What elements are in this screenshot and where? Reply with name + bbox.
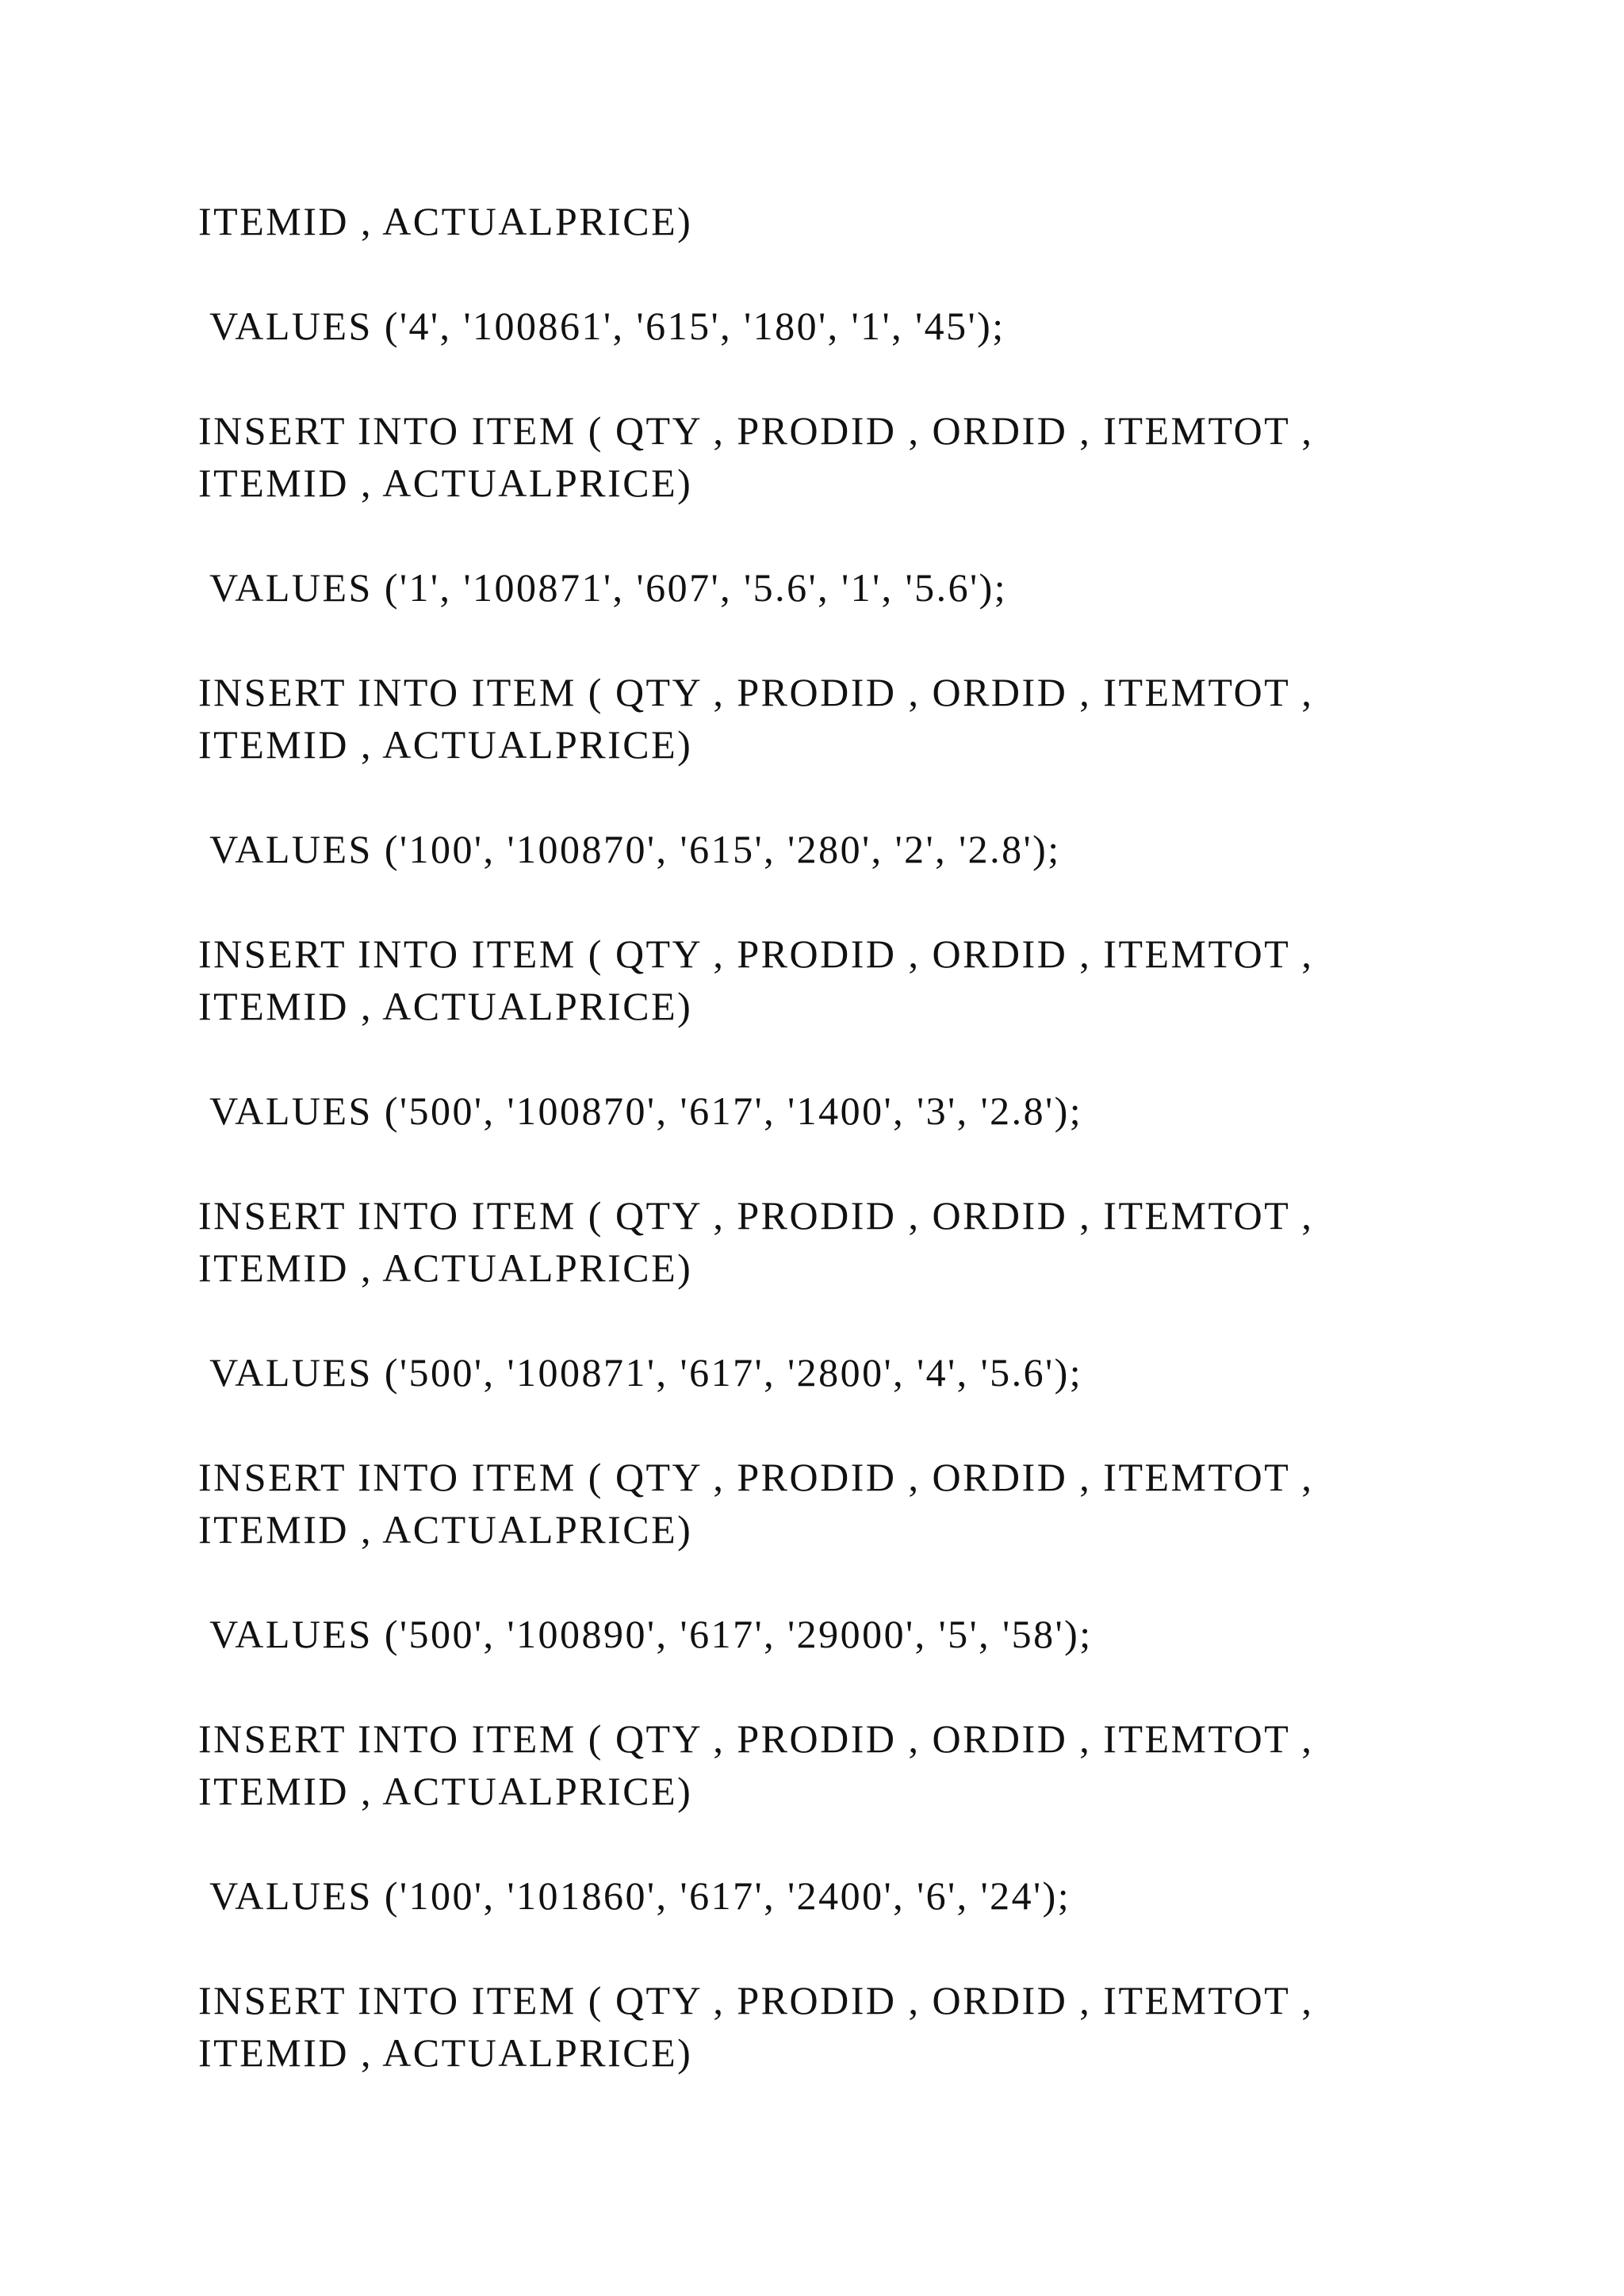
blank-line — [198, 1032, 1483, 1085]
blank-line — [198, 1399, 1483, 1451]
blank-line — [198, 509, 1483, 561]
blank-line — [198, 1660, 1483, 1712]
blank-line — [198, 352, 1483, 404]
text-line: ITEMID , ACTUALPRICE) — [198, 461, 693, 505]
blank-line — [198, 1922, 1483, 1974]
blank-line — [198, 247, 1483, 300]
text-line: VALUES ('100', '101860', '617', '2400', '6', '24'); — [198, 1873, 1071, 1918]
text-line: ITEMID , ACTUALPRICE) — [198, 984, 693, 1028]
text-line: INSERT INTO ITEM ( QTY , PRODID , ORDID , ITEMTOT , — [198, 1455, 1314, 1499]
text-line: ITEMID , ACTUALPRICE) — [198, 1769, 693, 1813]
blank-line — [198, 771, 1483, 823]
text-line: INSERT INTO ITEM ( QTY , PRODID , ORDID , ITEMTOT , — [198, 932, 1314, 976]
text-line: VALUES ('100', '100870', '615', '280', '2', '2.8'); — [198, 827, 1061, 871]
text-line: INSERT INTO ITEM ( QTY , PRODID , ORDID , ITEMTOT , — [198, 1978, 1314, 2022]
blank-line — [198, 1137, 1483, 1189]
text-line: INSERT INTO ITEM ( QTY , PRODID , ORDID , ITEMTOT , — [198, 670, 1314, 714]
text-line: VALUES ('500', '100890', '617', '29000', '5', '58'); — [198, 1612, 1093, 1656]
blank-line — [198, 1817, 1483, 1869]
text-line: ITEMID , ACTUALPRICE) — [198, 1246, 693, 1290]
text-line: VALUES ('500', '100871', '617', '2800', '4', '5.6'); — [198, 1350, 1083, 1395]
text-line: ITEMID , ACTUALPRICE) — [198, 1507, 693, 1552]
blank-line — [198, 875, 1483, 928]
text-line: ITEMID , ACTUALPRICE) — [198, 199, 693, 243]
text-line: ITEMID , ACTUALPRICE) — [198, 2030, 693, 2075]
text-line: INSERT INTO ITEM ( QTY , PRODID , ORDID , ITEMTOT , — [198, 1716, 1314, 1761]
blank-line — [198, 614, 1483, 666]
text-line: INSERT INTO ITEM ( QTY , PRODID , ORDID , ITEMTOT , — [198, 408, 1314, 453]
blank-line — [198, 1556, 1483, 1608]
text-line: INSERT INTO ITEM ( QTY , PRODID , ORDID , ITEMTOT , — [198, 1193, 1314, 1238]
text-line: VALUES ('500', '100870', '617', '1400', '3', '2.8'); — [198, 1089, 1083, 1133]
blank-line — [198, 1294, 1483, 1346]
text-line: VALUES ('4', '100861', '615', '180', '1', '45'); — [198, 304, 1005, 348]
document-body — [198, 195, 1483, 2079]
text-line: ITEMID , ACTUALPRICE) — [198, 722, 693, 767]
text-line: VALUES ('1', '100871', '607', '5.6', '1', '5.6'); — [198, 565, 1008, 610]
